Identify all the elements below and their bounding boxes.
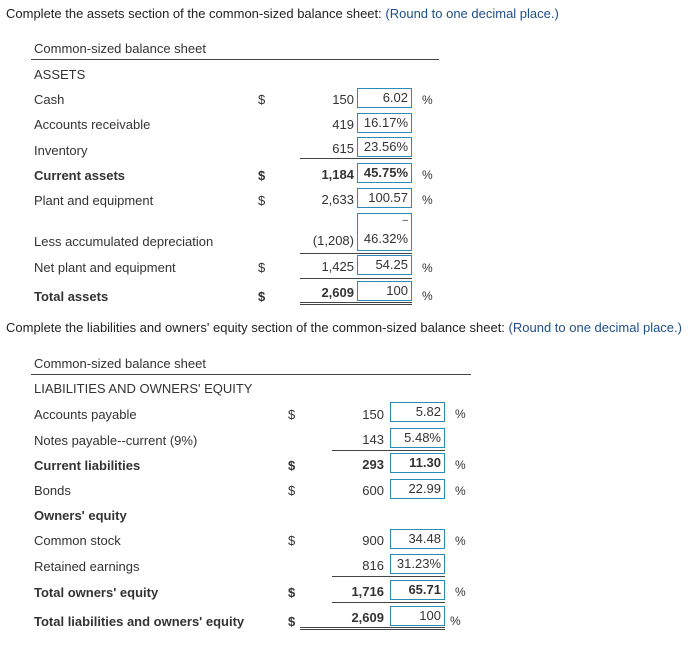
liabilities-instruction-text: Complete the liabilities and owners' equity section of the common-sized balance sheet: — [6, 320, 505, 335]
total-double-rule — [300, 302, 412, 305]
dollar-sign: $ — [258, 92, 266, 107]
amount-current-liabilities: 293 — [362, 457, 384, 472]
assets-instruction-note: (Round to one decimal place.) — [385, 6, 559, 21]
liabilities-title-rule — [31, 374, 471, 375]
assets-instruction — [6, 6, 559, 21]
amount-current-assets: 1,184 — [321, 167, 354, 182]
input-inventory-pct[interactable]: 23.56% — [357, 137, 412, 157]
liabilities-table-title: Common-sized balance sheet — [34, 356, 206, 371]
liabilities-section-label: LIABILITIES AND OWNERS' EQUITY — [34, 381, 253, 396]
row-label-accumulated-depreciation: Less accumulated depreciation — [34, 234, 214, 249]
row-label-notes-payable: Notes payable--current (9%) — [34, 433, 198, 448]
subtotal-rule — [332, 602, 445, 603]
input-accounts-receivable-pct[interactable]: 16.17% — [357, 113, 412, 133]
amount-net-plant-equipment: 1,425 — [321, 259, 354, 274]
dollar-sign: $ — [288, 458, 296, 473]
input-total-assets-pct[interactable]: 100 — [357, 281, 412, 301]
amount-total-liabilities-equity: 2,609 — [351, 610, 384, 625]
dollar-sign: $ — [288, 585, 296, 600]
percent-sign: % — [455, 484, 466, 498]
subtotal-rule — [300, 158, 412, 159]
row-label-owners-equity: Owners' equity — [34, 508, 127, 523]
percent-sign: % — [450, 614, 461, 628]
input-total-liabilities-equity-pct[interactable]: 100 — [390, 606, 445, 626]
percent-sign: % — [455, 458, 466, 472]
row-label-total-assets: Total assets — [34, 289, 109, 304]
liabilities-instruction — [6, 320, 682, 335]
row-label-cash: Cash — [34, 92, 65, 107]
amount-total-assets: 2,609 — [321, 285, 354, 300]
percent-sign: % — [455, 585, 466, 599]
subtotal-rule — [300, 278, 412, 279]
input-total-owners-equity-pct[interactable]: 65.71 — [390, 580, 445, 600]
assets-title-rule — [31, 59, 439, 60]
amount-accounts-payable: 150 — [362, 407, 384, 422]
input-cash-pct[interactable]: 6.02 — [357, 88, 412, 108]
assets-table-title: Common-sized balance sheet — [34, 41, 206, 56]
amount-cash: 150 — [332, 92, 354, 107]
percent-sign: % — [422, 93, 433, 107]
row-label-accounts-payable: Accounts payable — [34, 407, 137, 422]
input-accumulated-depreciation-pct[interactable] — [357, 213, 412, 251]
input-bonds-pct[interactable]: 22.99 — [390, 479, 445, 499]
subtotal-rule — [332, 450, 445, 451]
input-current-assets-pct[interactable]: 45.75% — [357, 163, 412, 183]
row-label-bonds: Bonds — [34, 483, 71, 498]
dollar-sign: $ — [288, 533, 296, 548]
total-double-rule — [300, 627, 445, 630]
input-current-liabilities-pct[interactable]: 11.30 — [390, 453, 445, 473]
row-label-total-owners-equity: Total owners' equity — [34, 585, 159, 600]
percent-sign: % — [422, 261, 433, 275]
percent-sign: % — [422, 289, 433, 303]
percent-sign: % — [455, 407, 466, 421]
assets-section-label: ASSETS — [34, 67, 86, 82]
row-label-retained-earnings: Retained earnings — [34, 559, 140, 574]
input-common-stock-pct[interactable]: 34.48 — [390, 529, 445, 549]
input-net-plant-equipment-pct[interactable]: 54.25 — [357, 255, 412, 275]
subtotal-rule — [332, 576, 445, 577]
dollar-sign: $ — [258, 260, 266, 275]
percent-sign: % — [455, 534, 466, 548]
input-retained-earnings-pct[interactable]: 31.23% — [390, 554, 445, 574]
dollar-sign: $ — [288, 483, 296, 498]
dollar-sign: $ — [258, 289, 266, 304]
input-notes-payable-pct[interactable]: 5.48% — [390, 428, 445, 448]
dollar-sign: $ — [288, 614, 296, 629]
row-label-plant-equipment: Plant and equipment — [34, 193, 154, 208]
amount-accumulated-depreciation: (1,208) — [312, 233, 354, 248]
row-label-inventory: Inventory — [34, 143, 88, 158]
row-label-current-assets: Current assets — [34, 168, 126, 183]
row-label-total-liabilities-equity: Total liabilities and owners' equity — [34, 614, 245, 629]
percent-sign: % — [422, 193, 433, 207]
amount-bonds: 600 — [362, 483, 384, 498]
row-label-current-liabilities: Current liabilities — [34, 458, 141, 473]
amount-accounts-receivable: 419 — [332, 117, 354, 132]
amount-notes-payable: 143 — [362, 432, 384, 447]
dollar-sign: $ — [288, 407, 296, 422]
amount-common-stock: 900 — [362, 533, 384, 548]
depreciation-sign: – — [402, 215, 408, 226]
liabilities-instruction-note: (Round to one decimal place.) — [508, 320, 682, 335]
input-accounts-payable-pct[interactable]: 5.82 — [390, 402, 445, 422]
dollar-sign: $ — [258, 168, 266, 183]
amount-inventory: 615 — [332, 141, 354, 156]
subtotal-rule — [300, 253, 412, 254]
percent-sign: % — [422, 168, 433, 182]
amount-retained-earnings: 816 — [362, 558, 384, 573]
assets-instruction-text: Complete the assets section of the common-sized balance sheet: — [6, 6, 382, 21]
row-label-accounts-receivable: Accounts receivable — [34, 117, 151, 132]
amount-total-owners-equity: 1,716 — [351, 584, 384, 599]
input-plant-equipment-pct[interactable]: 100.57 — [357, 188, 412, 208]
amount-plant-equipment: 2,633 — [321, 192, 354, 207]
row-label-common-stock: Common stock — [34, 533, 121, 548]
row-label-net-plant-equipment: Net plant and equipment — [34, 260, 176, 275]
depreciation-pct-value: 46.32% — [363, 231, 408, 246]
dollar-sign: $ — [258, 193, 266, 208]
